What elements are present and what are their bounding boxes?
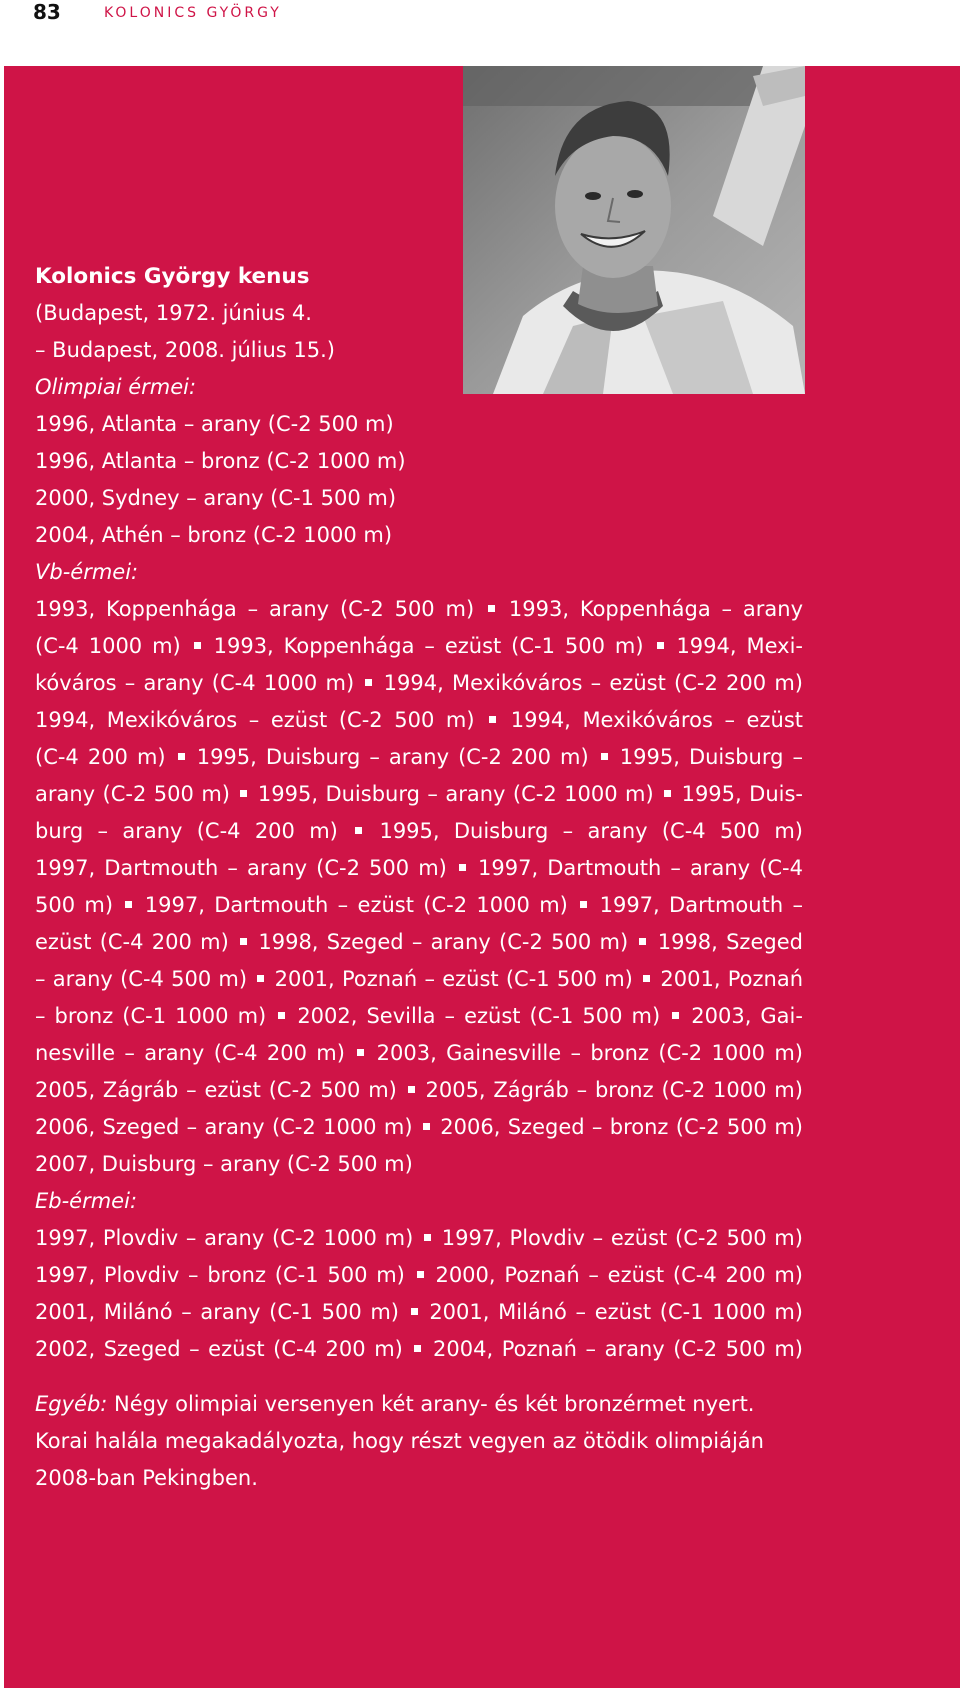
- other-line: [35, 1386, 803, 1423]
- olympic-medal: 2004, Athén – bronz (C-2 1000 m): [35, 523, 393, 547]
- page-header: [0, 0, 960, 66]
- olympic-medal: 2000, Sydney – arany (C-1 500 m): [35, 486, 397, 510]
- world-medals-line: – arany (C-4 500 m) 2001, Poznań – ezüst (C-1 500 m) 2001, Poznań: [35, 967, 804, 991]
- world-medals-line: 500 m) 1997, Dartmouth – ezüst (C-2 1000 m) 1997, Dartmouth –: [35, 893, 803, 917]
- other-text: 2008-ban Pekingben.: [35, 1466, 258, 1490]
- bullet-separator: [408, 1086, 415, 1093]
- page-number: 83: [33, 0, 61, 24]
- world-medals-line: – bronz (C-1 1000 m) 2002, Sevilla – ezüst (C-1 500 m) 2003, Gai-: [35, 1004, 803, 1028]
- bullet-separator: [278, 1012, 285, 1019]
- athlete-name: Kolonics György kenus: [35, 264, 310, 289]
- bullet-separator: [459, 864, 466, 871]
- european-medals-list: [35, 1220, 803, 1368]
- bullet-separator: [580, 901, 587, 908]
- bullet-separator: [417, 1271, 424, 1278]
- bullet-separator: [257, 975, 264, 982]
- bullet-separator: [657, 642, 664, 649]
- bullet-separator: [424, 1234, 431, 1241]
- world-medals-line: burg – arany (C-4 200 m) 1995, Duisburg – arany (C-4 500 m): [35, 819, 803, 843]
- world-medals-line: kóváros – arany (C-4 1000 m) 1994, Mexikóváros – ezüst (C-2 200 m): [35, 671, 804, 695]
- bullet-separator: [643, 975, 650, 982]
- bullet-separator: [411, 1308, 418, 1315]
- bullet-separator: [664, 790, 671, 797]
- death-info: – Budapest, 2008. július 15.): [35, 338, 335, 362]
- world-medals-line: 2006, Szeged – arany (C-2 1000 m) 2006, Szeged – bronz (C-2 500 m): [35, 1115, 803, 1139]
- european-medals-line: 1997, Plovdiv – bronz (C-1 500 m) 2000, Poznań – ezüst (C-4 200 m): [35, 1263, 803, 1287]
- world-medals-line: 2005, Zágráb – ezüst (C-2 500 m) 2005, Zágráb – bronz (C-2 1000 m): [35, 1078, 803, 1102]
- world-medals-line: (C-4 1000 m) 1993, Koppenhága – ezüst (C-1 500 m) 1994, Mexi-: [35, 634, 803, 658]
- bullet-separator: [489, 716, 496, 723]
- bullet-separator: [414, 1345, 421, 1352]
- bullet-separator: [488, 605, 495, 612]
- other-text: Négy olimpiai versenyen két arany- és két bronzérmet nyert.: [114, 1392, 755, 1416]
- bullet-separator: [194, 642, 201, 649]
- birth-info: (Budapest, 1972. június 4.: [35, 301, 312, 325]
- world-medals-line: (C-4 200 m) 1995, Duisburg – arany (C-2 200 m) 1995, Duisburg –: [35, 745, 803, 769]
- bullet-separator: [178, 753, 185, 760]
- bullet-separator: [365, 679, 372, 686]
- european-medals-label: Eb-érmei:: [35, 1189, 138, 1213]
- bullet-separator: [601, 753, 608, 760]
- bio-content: [35, 258, 803, 1497]
- european-medals-line: 2001, Milánó – arany (C-1 500 m) 2001, Milánó – ezüst (C-1 1000 m): [35, 1300, 803, 1324]
- other-text: Korai halála megakadályozta, hogy részt vegyen az ötödik olimpiáján: [35, 1429, 764, 1453]
- world-medals-line: 1997, Dartmouth – arany (C-2 500 m) 1997, Dartmouth – arany (C-4: [35, 856, 803, 880]
- world-medals-line: nesville – arany (C-4 200 m) 2003, Gainesville – bronz (C-2 1000 m): [35, 1041, 803, 1065]
- olympic-medals-label: Olimpiai érmei:: [35, 375, 197, 399]
- olympic-medal: 1996, Atlanta – arany (C-2 500 m): [35, 412, 394, 436]
- world-medals-label: Vb-érmei:: [35, 560, 139, 584]
- world-medals-line: arany (C-2 500 m) 1995, Duisburg – arany (C-2 1000 m) 1995, Duis-: [35, 782, 803, 806]
- world-medals-line: 1993, Koppenhága – arany (C-2 500 m) 1993, Koppenhága – arany: [35, 597, 803, 621]
- bullet-separator: [125, 901, 132, 908]
- world-medals-line: 1994, Mexikóváros – ezüst (C-2 500 m) 1994, Mexikóváros – ezüst: [35, 708, 803, 732]
- bullet-separator: [240, 790, 247, 797]
- other-label: Egyéb:: [35, 1392, 108, 1416]
- bullet-separator: [240, 938, 247, 945]
- world-medals-list: [35, 591, 803, 1183]
- section-spacer: [35, 1368, 803, 1386]
- european-medals-line: 1997, Plovdiv – arany (C-2 1000 m) 1997, Plovdiv – ezüst (C-2 500 m): [35, 1226, 803, 1250]
- world-medals-line: ezüst (C-4 200 m) 1998, Szeged – arany (C-2 500 m) 1998, Szeged: [35, 930, 803, 954]
- bullet-separator: [355, 827, 362, 834]
- bullet-separator: [672, 1012, 679, 1019]
- bullet-separator: [357, 1049, 364, 1056]
- european-medals-line: 2002, Szeged – ezüst (C-4 200 m) 2004, Poznań – arany (C-2 500 m): [35, 1337, 803, 1361]
- olympic-medal: 1996, Atlanta – bronz (C-2 1000 m): [35, 449, 406, 473]
- bullet-separator: [639, 938, 646, 945]
- bullet-separator: [423, 1123, 430, 1130]
- world-medals-line: 2007, Duisburg – arany (C-2 500 m): [35, 1152, 413, 1176]
- running-head: KOLONICS GYÖRGY: [104, 5, 282, 21]
